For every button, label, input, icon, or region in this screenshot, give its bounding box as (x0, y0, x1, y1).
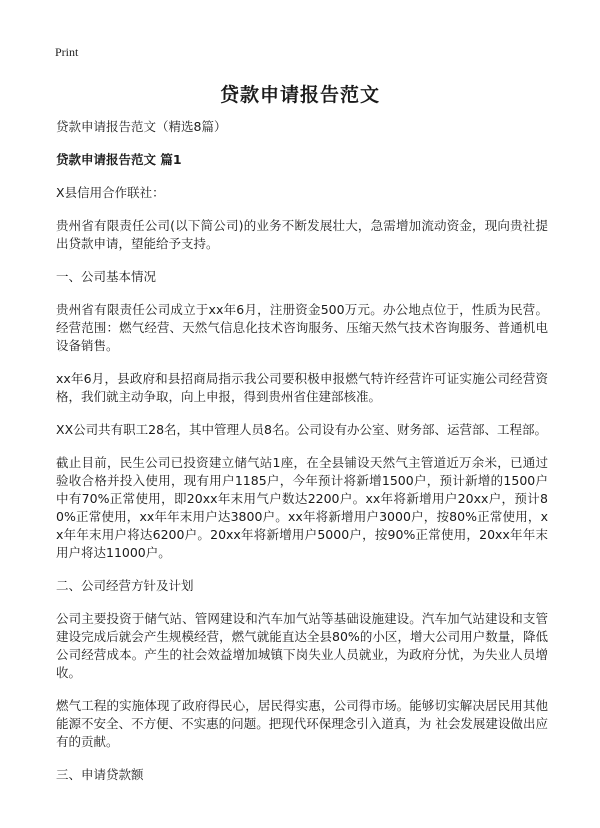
paragraph-benefits: 燃气工程的实施体现了政府得民心，居民得实惠，公司得市场。能够切实解决居民用其他能源不安全、不方便、不实惠的问题。把现代环保理念引入道真，为 社会发展建设做出应有的贡献。 (56, 698, 548, 749)
paragraph-license: xx年6月，县政府和县招商局指示我公司要积极申报燃气特许经营许可证实施公司经营资格，我们就主动争取，向上申报，得到贵州省住建部核准。 (56, 371, 548, 404)
document-subtitle: 贷款申请报告范文（精选8篇） (56, 119, 227, 134)
heading-business-plan: 二、公司经营方针及计划 (56, 578, 194, 593)
heading-company-overview: 一、公司基本情况 (56, 269, 157, 284)
document-body (56, 118, 548, 799)
document-title: 贷款申请报告范文 (219, 84, 380, 106)
print-link[interactable]: Print (55, 45, 79, 59)
paragraph-progress: 截止目前，民生公司已投资建立储气站1座，在全县铺设天然气主管道近万余米，已通过验收合格并投入使用，现有用户1185户，今年预计将新增1500户，预计新增的1500户中有70%正常使用，即20xx年末用气户数达2200户。xx年将新增用户20xx户，预计80%正常使用，xx年年末用户达3800户。xx年将新增用户3000户，按80%正常使用，xx年年末用户将达6200户。20xx年将新增用户5000户，按90%正常使用，20xx年年末用户将达11000户。 (56, 455, 548, 560)
paragraph-investment: 公司主要投资于储气站、管网建设和汽车加气站等基础设施建设。汽车加气站建设和支管建设完成后就会产生规模经营，燃气就能直达全县80%的小区，增大公司用户数量，降低公司经营成本。产生的社会效益增加城镇下岗失业人员就业，为政府分忧，为失业人员增收。 (56, 611, 548, 680)
salutation: X县信用合作联社： (56, 185, 165, 200)
paragraph-staff: XX公司共有职工28名，其中管理人员8名。公司设有办公室、财务部、运营部、工程部。 (56, 422, 547, 437)
heading-loan-amount: 三、申请贷款额 (56, 767, 144, 782)
section-title: 贷款申请报告范文 篇1 (56, 152, 182, 167)
paragraph-company-founding: 贵州省有限责任公司成立于xx年6月，注册资金500万元。办公地点位于，性质为民营。经营范围：燃气经营、天然气信息化技术咨询服务、压缩天然气技术咨询服务、普通机电设备销售。 (56, 302, 548, 353)
paragraph-intro: 贵州省有限责任公司(以下简公司)的业务不断发展壮大，急需增加流动资金，现向贵社提出贷款申请，望能给予支持。 (56, 218, 548, 251)
